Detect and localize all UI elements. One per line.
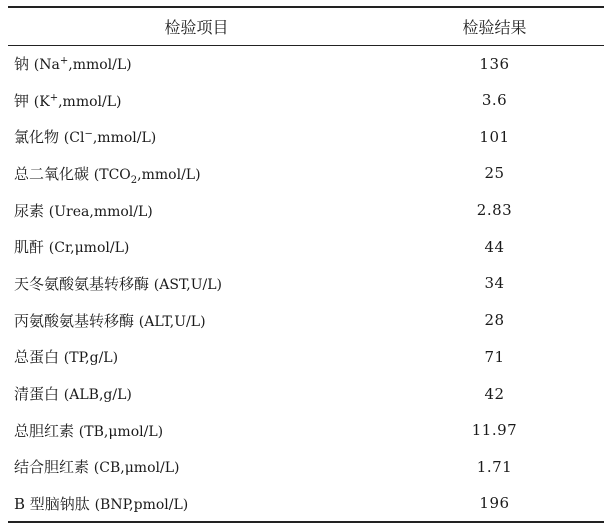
test-name: 总蛋白 <box>14 348 60 367</box>
unit-text: (Cr,μmol/L) <box>48 240 130 257</box>
table-row <box>8 265 604 302</box>
test-result: 136 <box>479 54 510 73</box>
table-row <box>8 82 604 119</box>
test-result: 2.83 <box>476 201 513 220</box>
table-header-row <box>8 7 604 45</box>
test-result: 101 <box>479 127 510 146</box>
test-result: 11.97 <box>471 421 518 440</box>
unit-superscript: + <box>59 55 69 67</box>
unit-text: (ALB,g/L) <box>63 387 132 404</box>
test-item-cell <box>8 45 385 82</box>
test-result: 196 <box>385 485 604 522</box>
test-item-cell <box>8 82 385 119</box>
test-name: 清蛋白 <box>14 385 60 404</box>
table-row <box>8 45 604 82</box>
unit-text: (TP,g/L) <box>63 350 119 367</box>
test-name: B 型脑钠肽 <box>14 494 90 513</box>
table-row <box>8 155 604 192</box>
test-item-cell <box>8 375 385 412</box>
table-row <box>8 302 604 339</box>
test-name: 钠 <box>14 55 30 74</box>
test-unit <box>33 91 122 110</box>
table-row <box>8 118 604 155</box>
test-unit <box>64 350 118 366</box>
test-result: 71 <box>484 347 505 366</box>
unit-text: (Cl <box>63 130 85 147</box>
unit-text: (K <box>33 93 50 110</box>
test-unit <box>154 277 222 293</box>
unit-text-tail: ,mmol/L) <box>137 166 201 183</box>
unit-text: (AST,U/L) <box>153 276 222 293</box>
test-item-cell <box>8 265 385 302</box>
test-name: 天冬氨酸氨基转移酶 <box>14 274 150 293</box>
test-result: 1.71 <box>476 457 513 476</box>
test-unit <box>49 240 130 256</box>
table-body <box>8 45 604 522</box>
unit-text-tail: ,mmol/L) <box>58 93 122 110</box>
test-item-cell <box>8 302 385 339</box>
test-unit <box>49 204 153 220</box>
test-result: 3.6 <box>481 91 508 110</box>
test-result: 42 <box>484 384 505 403</box>
test-unit <box>93 166 201 186</box>
test-name: 肌酐 <box>14 238 45 257</box>
unit-text: (ALT,U/L) <box>138 313 206 330</box>
test-name: 氯化物 <box>14 128 60 147</box>
test-item-cell <box>8 412 385 449</box>
lab-results-table <box>8 6 604 523</box>
test-unit <box>64 387 132 403</box>
header-item: 检验项目 <box>8 7 385 45</box>
unit-text: (BNP,pmol/L) <box>94 496 189 513</box>
table-row <box>8 192 604 229</box>
test-name: 丙氨酸氨基转移酶 <box>14 311 135 330</box>
unit-subscript: 2 <box>130 174 138 186</box>
test-result: 34 <box>484 274 505 293</box>
test-result: 44 <box>484 237 505 256</box>
table-row <box>8 339 604 376</box>
unit-text: (TCO <box>93 166 131 183</box>
table-row <box>8 449 604 486</box>
test-unit <box>79 424 163 440</box>
test-name: 总二氧化碳 <box>14 164 90 183</box>
header-result: 检验结果 <box>385 7 604 45</box>
unit-text-tail: ,mmol/L) <box>68 57 132 74</box>
test-unit <box>95 497 189 513</box>
test-item-cell <box>8 155 385 192</box>
test-item-cell <box>8 192 385 229</box>
test-unit <box>34 57 132 73</box>
table-row <box>8 375 604 412</box>
test-name: 钾 <box>14 91 30 110</box>
table-row <box>8 228 604 265</box>
unit-text: (Na <box>33 57 60 74</box>
test-item-cell <box>8 485 385 522</box>
unit-text-tail: ,mmol/L) <box>92 130 157 147</box>
table-row <box>8 485 604 522</box>
test-item-cell <box>8 118 385 155</box>
test-unit <box>139 314 206 330</box>
test-result: 28 <box>484 311 505 330</box>
test-item-cell <box>8 449 385 486</box>
test-item-cell <box>8 339 385 376</box>
unit-text: (TB,μmol/L) <box>78 423 164 440</box>
test-item-cell <box>8 228 385 265</box>
unit-text: (CB,μmol/L) <box>93 460 180 477</box>
test-result: 25 <box>484 164 505 183</box>
test-name: 结合胆红素 <box>14 458 90 477</box>
unit-text: (Urea,mmol/L) <box>48 203 153 220</box>
test-unit <box>94 460 180 476</box>
test-name: 尿素 <box>14 201 45 220</box>
unit-superscript: + <box>49 91 59 103</box>
test-name: 总胆红素 <box>14 421 75 440</box>
table-row <box>8 412 604 449</box>
test-unit <box>64 130 156 146</box>
unit-superscript: − <box>84 128 93 140</box>
